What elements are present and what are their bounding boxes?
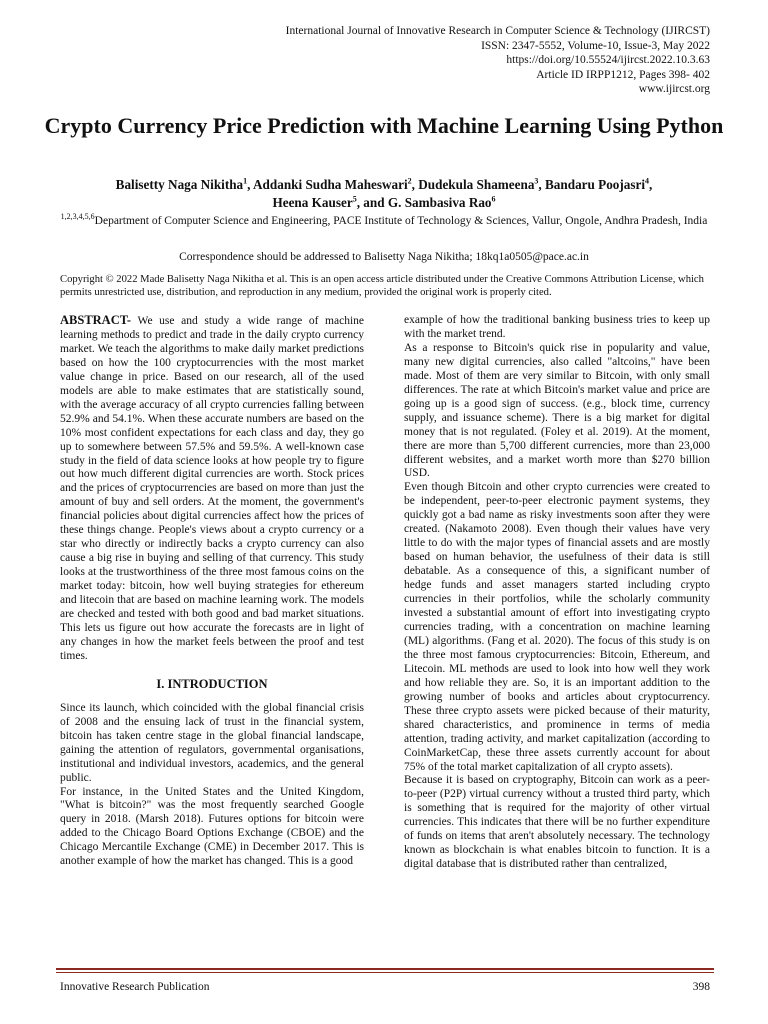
- journal-doi[interactable]: https://doi.org/10.55524/ijircst.2022.10.3.63: [506, 54, 710, 67]
- author-separator: ,: [538, 177, 546, 192]
- body-paragraph: example of how the traditional banking business tries to keep up with the market trend.: [404, 314, 710, 340]
- journal-issn: ISSN: 2347-5552, Volume-10, Issue-3, May 2022: [481, 39, 710, 52]
- left-column: [60, 314, 364, 869]
- footer-publisher: Innovative Research Publication: [60, 981, 210, 993]
- affiliation-superscript: 1,2,3,4,5,6: [60, 212, 95, 222]
- intro-paragraph: Since its launch, which coincided with the global financial crisis of 2008 and the ensuing lack of trust in the financial system, bitcoin has taken centre stage in the global financial landscape, gaining the attention of regulators, governmental organisations, institutional and individual investors, academics, and the general public.: [60, 701, 364, 784]
- author-name: Addanki Sudha Maheswari: [253, 177, 408, 192]
- author-superscript: 1: [243, 176, 248, 186]
- author-separator: , and: [356, 195, 388, 210]
- abstract-paragraph: [60, 314, 364, 664]
- journal-name: International Journal of Innovative Research in Computer Science & Technology (IJIRCST): [285, 25, 710, 37]
- correspondence: Correspondence should be addressed to Balisetty Naga Nikitha; 18kq1a0505@pace.ac.in: [179, 251, 589, 263]
- abstract-text: We use and study a wide range of machine learning methods to predict and trade in the daily crypto currency market. We teach the algorithms to make daily market predictions based on how the 100 cryptocurrencies with the most market value change in price. Based on our research, all of the used models are able to make estimates that are statistically sound, with the average accuracy of all crypto currencies falling between 52.9% and 54.1%. When these accurate numbers are based on the 10% most confident expectations for each class and day, they go up to somewhere between 57.5% and 59.5%. A well-known case study in the field of data science looks at how people try to figure out how much different digital currencies are worth. Stock prices and the prices of cryptocurrencies are based on more than just the amount of buy and sell orders. At the moment, the government's financial policies about digital currencies affect how the prices of these things change. People's views about a crypto currency or a star who directly or indirectly backs a crypto currency can also cause a big rise in buying and selling of that currency. This study looks at the trustworthiness of the three most famous coins on the market today: bitcoin, how well buying strategies for ethereum and litecoin that are based on machine learning work. The models are checked and tested with both good and bad market situations. This lets us figure out how accurate the forecasts are in light of any changes in how the market feels between the proof and test times.: [60, 315, 364, 662]
- affiliation-text: Department of Computer Science and Engineering, PACE Institute of Technology & Sciences, Vallur, Ongole, Andhra Pradesh, India: [94, 215, 708, 227]
- affiliation: [60, 214, 708, 229]
- author-name: Dudekula Shameena: [418, 177, 535, 192]
- author-separator: ,: [247, 177, 254, 192]
- journal-website[interactable]: www.ijircst.org: [638, 83, 710, 96]
- section-heading-introduction: I. INTRODUCTION: [156, 676, 268, 691]
- abstract-label: ABSTRACT-: [60, 313, 132, 327]
- body-paragraph: Because it is based on cryptography, Bitcoin can work as a peer-to-peer (P2P) virtual currency without a trusted third party, which is something that is required for the majority of other virtual currencies. This indicates that there will be no further expenditure of funds on items that aren't absolutely necessary. The technology known as blockchain is what enables bitcoin to function. It is a digital database that is distributed rather than centralized,: [404, 774, 710, 871]
- footer-rule: [56, 968, 714, 970]
- author-superscript: 6: [491, 194, 496, 204]
- journal-article-id: Article ID IRPP1212, Pages 398- 402: [536, 68, 710, 81]
- intro-paragraph: For instance, in the United States and the United Kingdom, "What is bitcoin?" was the most frequently searched Google query in 2018. (Marsh 2018). Futures options for bitcoin were added to the Chicago Board Options Exchange (CBOE) and the Chicago Mercantile Exchange (CME) in December 2017. This is another example of how the market has changed. This is a good: [60, 785, 364, 868]
- author-superscript: 3: [534, 176, 539, 186]
- footer-rule-thin: [56, 972, 714, 973]
- author-name: Bandaru Poojasri: [545, 177, 646, 192]
- journal-header: [286, 24, 710, 97]
- author-separator: ,: [649, 177, 653, 192]
- author-list: [50, 176, 718, 212]
- page-number: 398: [692, 981, 710, 993]
- body-paragraph: Even though Bitcoin and other crypto currencies were created to be independent, peer-to-peer electronic payment systems, they quickly got a bad name as risky investments soon after they were created. (Nakamoto 2008). Even though their values have very little to do with the major types of financial assets and are mostly based on human behavior, the usefulness of their data is still debatable. As a consequence of this, a significant number of hedge funds and asset managers started including crypto currencies in their portfolios, while the scholarly community invested a substantial amount of effort into investigating crypto currencies trading, with a concentration on machine learning (ML) algorithms. (Fang et al. 2020). The focus of this study is on the three most famous cryptocurrencies: Bitcoin, Ethereum, and Litecoin. ML methods are used to look into how well they work and how reliable they are. So, it is an important addition to the growing number of books and articles about cryptocurrency. These three crypto assets were picked because of their maturity, shared characteristics, and prominence in terms of media attention, trading activity, and market capitalization (according to CoinMarketCap, these three assets currently account for about 75% of the total market capitalization of all crypto assets).: [404, 481, 710, 773]
- author-name: G. Sambasiva Rao: [387, 195, 492, 210]
- author-separator: ,: [411, 177, 419, 192]
- author-name: Balisetty Naga Nikitha: [115, 177, 244, 192]
- author-superscript: 2: [407, 176, 412, 186]
- copyright-notice: Copyright © 2022 Made Balisetty Naga Nikitha et al. This is an open access article distributed under the Creative Commons Attribution License, which permits unrestricted use, distribution, and reproduction in any medium, provided the original work is properly cited.: [60, 274, 704, 298]
- paper-title: Crypto Currency Price Prediction with Machine Learning Using Python: [44, 113, 724, 138]
- body-paragraph: As a response to Bitcoin's quick rise in popularity and value, many new digital currencies, also called "altcoins," have been made. Most of them are very similar to Bitcoin, with only small differences. The rate at which Bitcoin's market value and price are going up is a good sign of success. (e.g., block time, currency supply, and issuance scheme). There is a big market for digital money that is not regulated. (Foley et al. 2019). At the moment, there are more than 5,700 different currencies, more than 23,000 different websites, and a market worth more than $270 billion USD.: [404, 341, 710, 480]
- author-superscript: 5: [352, 194, 357, 204]
- author-superscript: 4: [645, 176, 650, 186]
- author-name: Heena Kauser: [272, 195, 353, 210]
- right-column: [404, 314, 710, 872]
